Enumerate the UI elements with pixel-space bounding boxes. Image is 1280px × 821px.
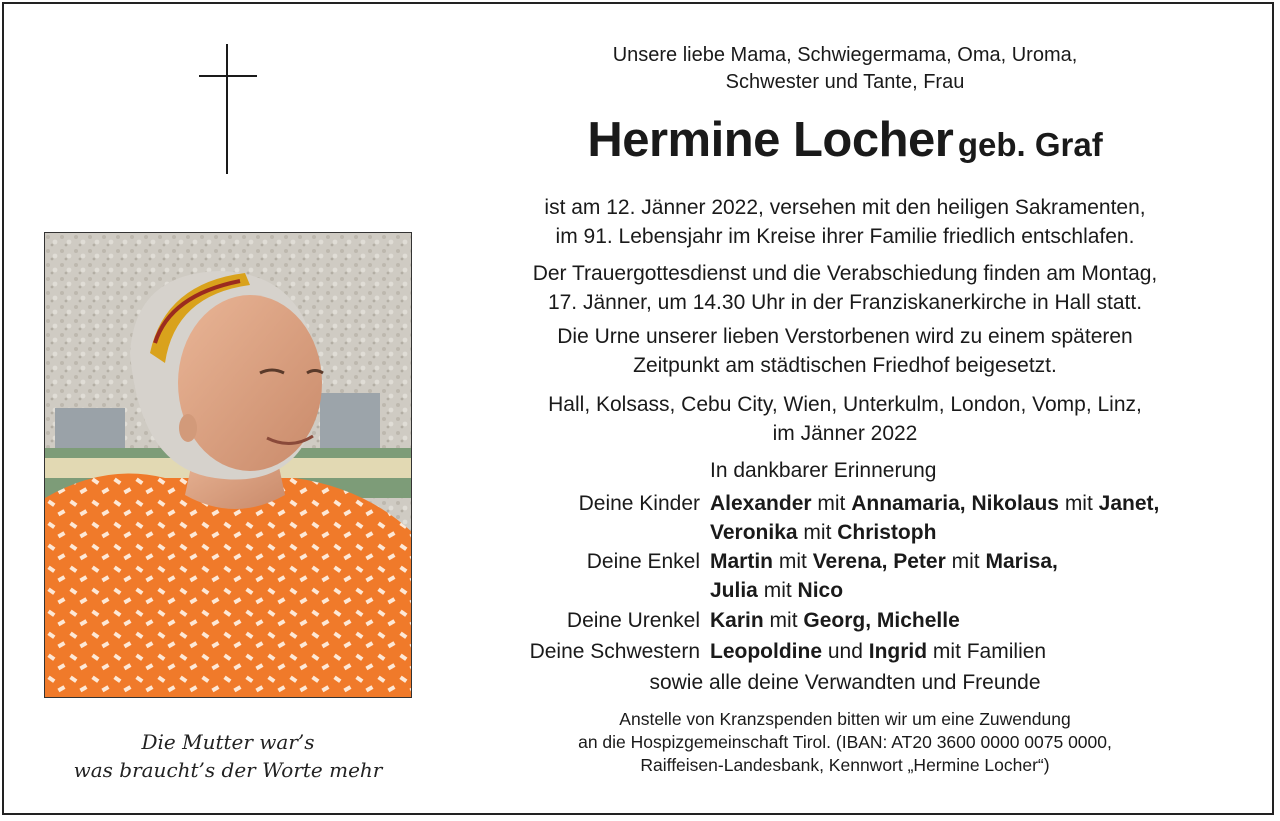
connector: mit [763, 579, 792, 602]
urn-line-2: Zeitpunkt am städtischen Friedhof beigesetzt. [633, 354, 1057, 377]
family-names [710, 637, 1046, 666]
urn-notice [430, 322, 1260, 380]
place-line-2: im Jänner 2022 [772, 422, 918, 445]
family-label: Deine Kinder [578, 492, 700, 515]
connector: mit [1064, 492, 1093, 515]
service-notice [430, 259, 1260, 317]
family-closing: sowie alle deine Verwandten und Freunde [649, 671, 1041, 694]
connector: mit [769, 609, 798, 632]
place-line-1: Hall, Kolsass, Cebu City, Wien, Unterkulm, London, Vomp, Linz, [548, 393, 1142, 416]
motto-line-1: Die Mutter war’s [141, 730, 315, 754]
motto-line-2: was braucht’s der Worte mehr [73, 758, 383, 782]
family-names [710, 547, 1058, 576]
name: Alexander [710, 492, 812, 515]
donation-note [430, 708, 1260, 777]
name: Martin [710, 550, 773, 573]
name: Leopoldine [710, 640, 822, 663]
donation-line-2: an die Hospizgemeinschaft Tirol. (IBAN: AT20 3600 0000 0075 0000, [578, 732, 1112, 752]
death-line-2: im 91. Lebensjahr im Kreise ihrer Familie friedlich entschlafen. [555, 225, 1135, 248]
family-names [710, 489, 1159, 518]
family-heading: In dankbarer Erinnerung [710, 459, 937, 482]
donation-line-3: Raiffeisen-Landesbank, Kennwort „Hermine Locher“) [640, 755, 1050, 775]
name: Nico [797, 579, 844, 602]
name: Karin [710, 609, 764, 632]
family-label: Deine Urenkel [566, 609, 700, 632]
cross-icon [199, 44, 257, 174]
family-label: Deine Schwestern [529, 640, 700, 663]
birth-name: geb. Graf [957, 126, 1103, 163]
name: Janet, [1098, 492, 1160, 515]
intro-line-1: Unsere liebe Mama, Schwiegermama, Oma, Uroma, [612, 44, 1078, 66]
full-name: Hermine Locher [587, 113, 954, 167]
connector: mit [778, 550, 807, 573]
portrait-photo [44, 232, 412, 698]
name: Verena, Peter [812, 550, 946, 573]
family-names [710, 606, 960, 635]
connector: mit [817, 492, 846, 515]
connector: mit Familien [932, 640, 1047, 663]
connector: mit [951, 550, 980, 573]
family-label: Deine Enkel [586, 550, 700, 573]
family-names [710, 518, 936, 547]
name: Julia [710, 579, 758, 602]
death-line-1: ist am 12. Jänner 2022, versehen mit den heiligen Sakramenten, [544, 196, 1146, 219]
deceased-name [430, 112, 1260, 168]
name: Christoph [837, 521, 937, 544]
service-line-2: 17. Jänner, um 14.30 Uhr in der Franziskanerkirche in Hall statt. [547, 291, 1143, 314]
family-names [710, 576, 843, 605]
name: Annamaria, Nikolaus [851, 492, 1059, 515]
name: Marisa, [985, 550, 1058, 573]
place-date [430, 390, 1260, 448]
name: Veronika [710, 521, 798, 544]
name: Ingrid [868, 640, 928, 663]
service-line-1: Der Trauergottesdienst und die Verabschiedung finden am Montag, [532, 262, 1158, 285]
connector: und [827, 640, 863, 663]
intro [430, 42, 1260, 96]
death-notice [430, 193, 1260, 251]
name: Georg, Michelle [803, 609, 960, 632]
donation-line-1: Anstelle von Kranzspenden bitten wir um eine Zuwendung [619, 709, 1071, 729]
urn-line-1: Die Urne unserer lieben Verstorbenen wird zu einem späteren [557, 325, 1133, 348]
connector: mit [803, 521, 832, 544]
intro-line-2: Schwester und Tante, Frau [725, 71, 965, 93]
motto [44, 728, 412, 784]
